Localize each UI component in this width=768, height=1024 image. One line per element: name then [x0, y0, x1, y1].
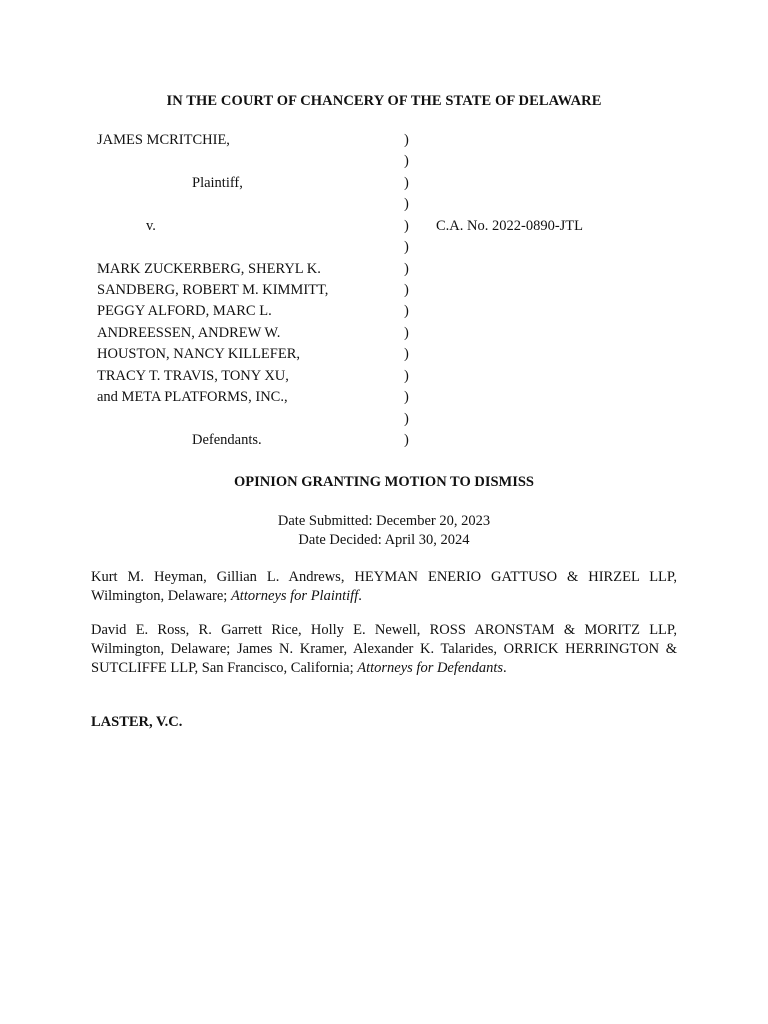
caption-paren: ): [404, 196, 409, 212]
defendant-line: PEGGY ALFORD, MARC L.: [97, 303, 272, 319]
caption-paren: ): [404, 239, 409, 255]
defendant-line: SANDBERG, ROBERT M. KIMMITT,: [97, 282, 329, 298]
defendant-line: ANDREESSEN, ANDREW W.: [97, 325, 281, 341]
date-decided: Date Decided: April 30, 2024: [298, 532, 470, 548]
defendants-counsel-end: .: [503, 660, 507, 676]
caption-paren: ): [404, 368, 409, 384]
caption-paren: ): [404, 389, 409, 405]
caption-paren: ): [404, 325, 409, 341]
defendants-counsel-role: Attorneys for Defendants: [357, 660, 504, 676]
caption-paren: ): [404, 132, 409, 148]
caption-paren: ): [404, 218, 409, 234]
plaintiff-counsel: [91, 568, 677, 606]
plaintiff-role: Plaintiff,: [192, 175, 243, 191]
caption-paren: ): [404, 432, 409, 448]
defendant-line: and META PLATFORMS, INC.,: [97, 389, 288, 405]
plaintiff-counsel-end: .: [358, 588, 362, 604]
caption-paren: ): [404, 282, 409, 298]
caption-paren: ): [404, 303, 409, 319]
caption-paren: ): [404, 261, 409, 277]
versus-label: v.: [146, 218, 156, 234]
caption-paren: ): [404, 153, 409, 169]
defendants-counsel: [91, 621, 677, 678]
opinion-title: OPINION GRANTING MOTION TO DISMISS: [234, 474, 534, 490]
defendants-role: Defendants.: [192, 432, 262, 448]
court-title: IN THE COURT OF CHANCERY OF THE STATE OF DELAWARE: [166, 93, 602, 109]
defendant-line: TRACY T. TRAVIS, TONY XU,: [97, 368, 289, 384]
plaintiff-counsel-role: Attorneys for Plaintiff: [230, 588, 359, 604]
plaintiff-counsel-text: Kurt M. Heyman, Gillian L. Andrews, HEYMAN ENERIO GATTUSO & HIRZEL LLP, Wilmington, Delaware;: [91, 569, 677, 604]
defendants-counsel-text: David E. Ross, R. Garrett Rice, Holly E. Newell, ROSS ARONSTAM & MORITZ LLP, Wilmington, Delaware; James N. Kramer, Alexander K. Talarides, ORRICK HERRINGTON & SUTCLIFFE LLP, San Francisco, California;: [91, 622, 677, 676]
caption-paren: ): [404, 175, 409, 191]
caption-paren: ): [404, 411, 409, 427]
defendant-line: MARK ZUCKERBERG, SHERYL K.: [97, 261, 321, 277]
judge-name: LASTER, V.C.: [91, 714, 183, 730]
defendant-line: HOUSTON, NANCY KILLEFER,: [97, 346, 300, 362]
case-number: C.A. No. 2022-0890-JTL: [436, 218, 584, 234]
caption-paren: ): [404, 346, 409, 362]
dates-block: [0, 512, 768, 550]
case-caption: [0, 130, 768, 450]
plaintiff-name: JAMES MCRITCHIE,: [97, 132, 230, 148]
date-submitted: Date Submitted: December 20, 2023: [277, 513, 491, 529]
